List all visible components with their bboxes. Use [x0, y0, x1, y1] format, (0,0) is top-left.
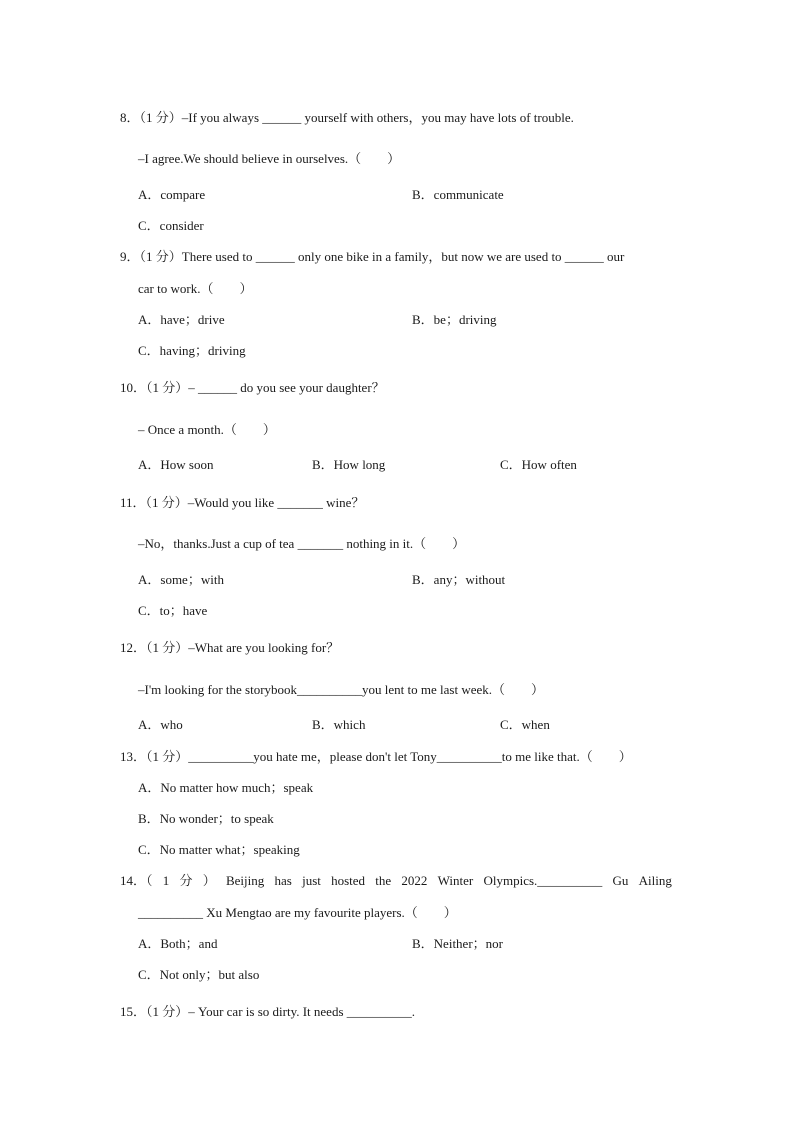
stem-word: 14．（ — [120, 873, 153, 888]
question-9-option-c: C．having；driving — [138, 343, 246, 358]
stem-word: Gu — [612, 873, 629, 888]
question-8-option-c: C．consider — [138, 218, 204, 233]
stem-word: has — [274, 873, 292, 888]
question-12-option-b: B．which — [312, 717, 366, 732]
question-9-stem-continued: car to work.（ ） — [138, 281, 253, 296]
question-11-option-b: B．any；without — [412, 572, 506, 587]
question-8-option-b: B．communicate — [412, 187, 504, 202]
question-10-stem: 10．（1 分）– ______ do you see your daughter？ — [120, 380, 385, 395]
stem-word: 1 — [162, 873, 170, 888]
question-13-option-a: A．No matter how much；speak — [138, 780, 314, 795]
question-11-stem: 11．（1 分）–Would you like _______ wine？ — [120, 495, 365, 510]
question-8-stem: 8．（1 分）–If you always ______ yourself with others，you may have lots of trouble. — [120, 110, 574, 125]
question-10-response: – Once a month.（ ） — [138, 422, 276, 437]
question-8-option-a: A．compare — [138, 187, 206, 202]
question-13-option-c: C．No matter what；speaking — [138, 842, 300, 857]
stem-word: Winter — [437, 873, 474, 888]
question-10-option-a: A．How soon — [138, 457, 214, 472]
stem-word: the — [375, 873, 392, 888]
question-14-stem — [120, 872, 672, 890]
question-11-option-a: A．some；with — [138, 572, 224, 587]
question-12-option-a: A．who — [138, 717, 183, 732]
question-10-option-b: B．How long — [312, 457, 386, 472]
stem-word: hosted — [331, 873, 366, 888]
question-14-stem-continued: __________ Xu Mengtao are my favourite players.（ ） — [138, 905, 457, 920]
question-8-response: –I agree.We should believe in ourselves.（ ） — [138, 151, 401, 166]
question-10-option-c: C．How often — [500, 457, 577, 472]
question-9-stem: 9．（1 分）There used to ______ only one bike in a family，but now we are used to ______ our — [120, 249, 625, 264]
stem-word: 分 — [179, 873, 193, 888]
question-15-stem: 15．（1 分）– Your car is so dirty. It needs __________. — [120, 1004, 416, 1019]
stem-word: ） — [202, 873, 216, 888]
stem-word: 2022 — [401, 873, 428, 888]
question-13-option-b: B．No wonder；to speak — [138, 811, 274, 826]
question-14-option-c: C．Not only；but also — [138, 967, 260, 982]
stem-word: just — [302, 873, 321, 888]
question-9-option-b: B．be；driving — [412, 312, 497, 327]
question-11-option-c: C．to；have — [138, 603, 208, 618]
stem-word: Ailing — [638, 873, 672, 888]
question-13-stem: 13．（1 分）__________you hate me，please don't let Tony__________to me like that.（ ） — [120, 749, 632, 764]
question-14-option-b: B．Neither；nor — [412, 936, 503, 951]
stem-word: Beijing — [225, 873, 265, 888]
stem-word: Olympics.__________ — [483, 873, 603, 888]
question-11-response: –No，thanks.Just a cup of tea _______ nothing in it.（ ） — [138, 536, 466, 551]
question-14-option-a: A．Both；and — [138, 936, 218, 951]
question-12-option-c: C．when — [500, 717, 550, 732]
question-9-option-a: A．have；drive — [138, 312, 225, 327]
question-12-response: –I'm looking for the storybook__________you lent to me last week.（ ） — [138, 682, 545, 697]
question-12-stem: 12．（1 分）–What are you looking for？ — [120, 640, 340, 655]
